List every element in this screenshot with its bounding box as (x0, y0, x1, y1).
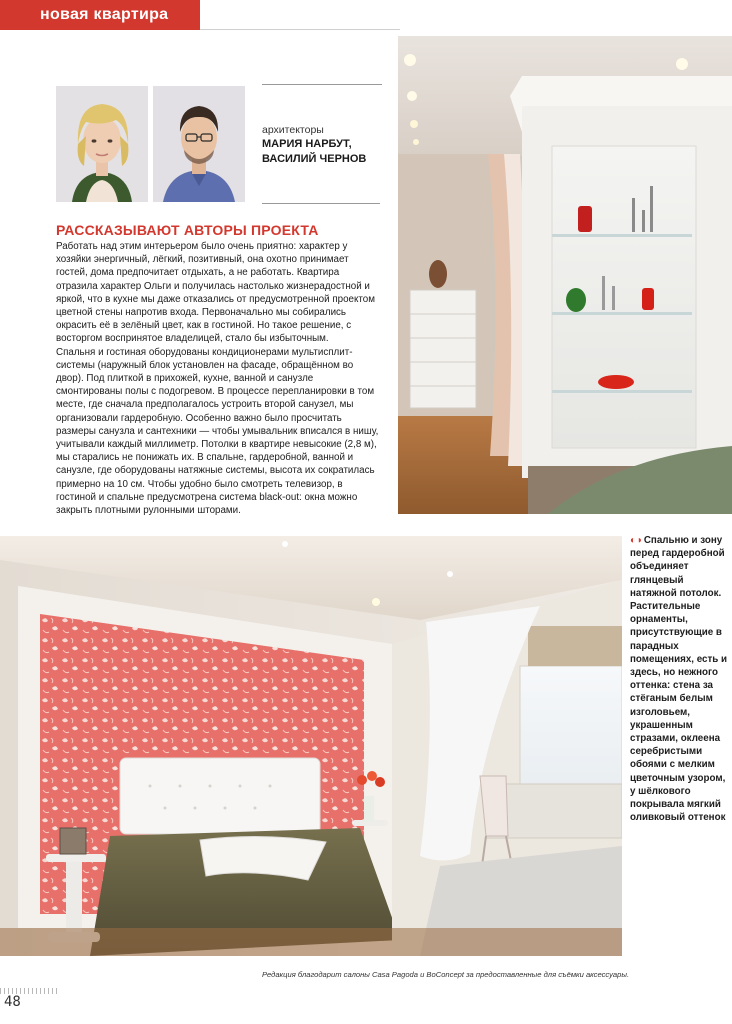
photo-caption (630, 534, 730, 824)
caption-arrows-icon: ◐◑ (630, 535, 642, 546)
article-title: РАССКАЗЫВАЮТ АВТОРЫ ПРОЕКТА (56, 222, 319, 238)
portrait-man-image (153, 86, 245, 202)
architects-names (262, 137, 366, 167)
architect-name-1: МАРИЯ НАРБУТ, (262, 138, 352, 150)
article-body (56, 240, 380, 517)
architects-role: архитекторы (262, 124, 324, 136)
architects-bottom-rule (262, 203, 380, 204)
header-rule (200, 29, 400, 30)
article-paragraph-1: Работать над этим интерьером было очень приятно: характер у хозяйки энергичный, лёгкий, позитивный, она охотно принимает гостей, дома предпочитает отдыхать, а не работать. Квартира отразила характер Ольги и получилась настолько жизнерадостной и яркой, что в кухне мы даже отказались от предусмотренной проектом цветной стены напротив входа. Первоначально мы собирались окрасить её в зелёный цвет, как в гостиной. Но такое решение, с восторгом воспринятое владелицей, стало бы избыточным. (56, 241, 375, 345)
architect-portrait-2 (153, 86, 245, 202)
bedroom-photo (0, 536, 622, 956)
architects-top-rule (262, 84, 382, 85)
caption-text: Спальню и зону перед гардеробной объединяет глянцевый натяжной потолок. Растительные орнаменты, присутствующие в парадных помещениях, есть и здесь, но нежного оттенка: стена за стёганым белым изголовьем, украшенным стразами, оклеена серебристыми обоями с мелким цветочным узором, у шёлкового покрывала мягкий оливковый оттенок (630, 535, 728, 824)
portrait-woman-image (56, 86, 148, 202)
architect-portrait-1 (56, 86, 148, 202)
acknowledgement-note: Редакция благодарит салоны Casa Pagoda и BoConcept за предоставленные для съёмки аксессуары. (262, 970, 630, 979)
page-number: 48 (4, 994, 21, 1010)
section-tab: новая квартира (0, 0, 200, 30)
article-paragraph-2: Спальня и гостиная оборудованы кондиционерами мультисплит-системы (наружный блок установлен на фасаде, обращённом во двор). Под плиткой в прихожей, кухне, ванной и санузле смонтированы полы с подогревом. В процессе перепланировки в том месте, где сначала предполагалось устроить второй санузел, мы организовали гардеробную. Особенно важно было просчитать размеры санузла и сантехники — чтобы умывальник вписался в нишу, учитывали каждый миллиметр. Потолки в квартире невысокие (2,8 м), мы старались не понижать их. В спальне, гардеробной, ванной и санузле, где оборудованы натяжные системы, высота их сократилась примерно на 10 см. Чтобы удобно было смотреть телевизор, в гостиной и спальне предусмотрена система black-out: окна можно закрыть плотными рулонными шторами. (56, 346, 379, 517)
architect-name-2: ВАСИЛИЙ ЧЕРНОВ (262, 153, 367, 165)
dressing-area-photo (398, 36, 732, 514)
